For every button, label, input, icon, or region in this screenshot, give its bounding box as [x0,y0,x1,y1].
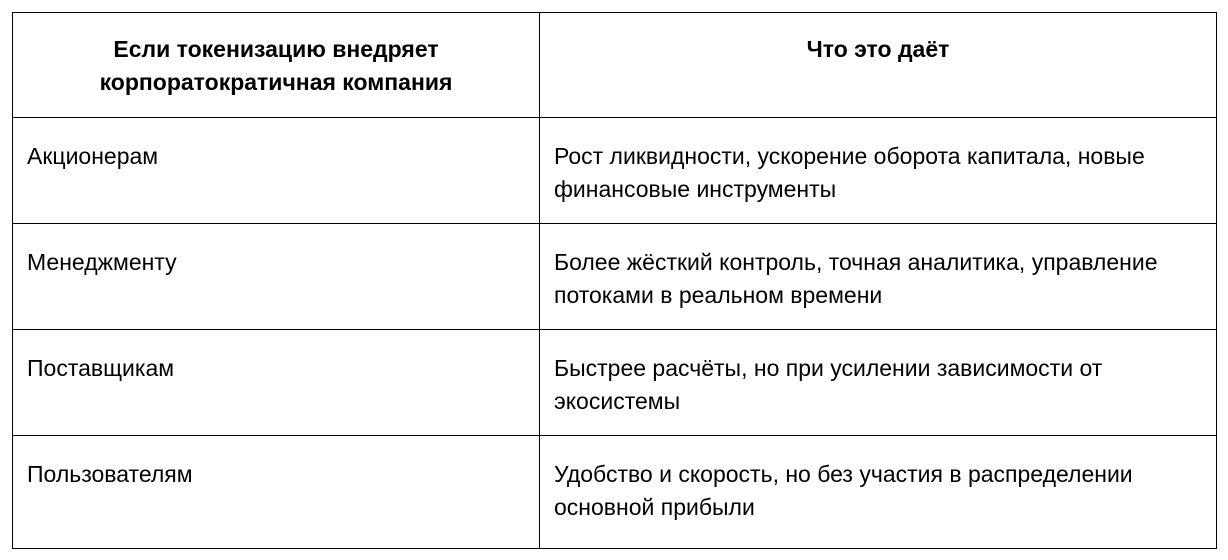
table-row [13,436,1217,549]
table-header-row [13,13,1217,118]
stakeholder-cell: Акционерам [13,118,540,224]
table-row [13,224,1217,330]
table-body [13,118,1217,549]
benefit-cell: Удобство и скорость, но без участия в распределении основной прибыли [540,436,1217,549]
benefit-cell: Более жёсткий контроль, точная аналитика, управление потоками в реальном времени [540,224,1217,330]
stakeholder-cell: Пользователям [13,436,540,549]
stakeholder-cell: Менеджменту [13,224,540,330]
table-row [13,330,1217,436]
stakeholder-cell: Поставщикам [13,330,540,436]
benefit-cell: Быстрее расчёты, но при усилении зависимости от экосистемы [540,330,1217,436]
benefits-table [12,12,1217,549]
header-cell-benefit: Что это даёт [540,13,1217,118]
header-cell-stakeholder: Если токенизацию внедряет корпоратократичная компания [13,13,540,118]
table-header [13,13,1217,118]
table-row [13,118,1217,224]
benefit-cell: Рост ликвидности, ускорение оборота капитала, новые финансовые инструменты [540,118,1217,224]
